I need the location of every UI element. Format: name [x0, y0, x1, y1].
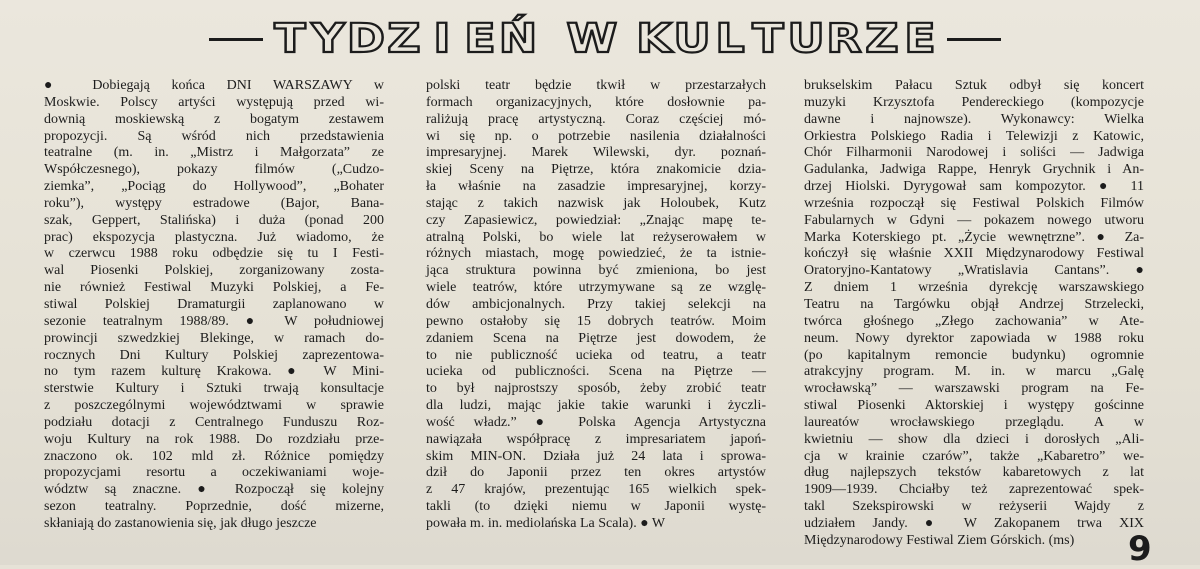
title-letter: Z [387, 16, 421, 62]
text-line: rocznych Dni Kultury Polskiej zaprezentowa- [44, 347, 384, 363]
title-letter: T [274, 16, 306, 62]
title-word [273, 16, 538, 62]
text-line: z poszczególnymi województwami w sprawie [44, 398, 384, 414]
text-line: Fabularnych w Gdyni — pokazem nowego utworu [804, 212, 1144, 228]
title-letter: Y [311, 16, 345, 62]
text-line: brukselskim Pałacu Sztuk odbył się koncert [804, 78, 1144, 93]
text-line: teatralne (m. in. „Mistrz i Małgorzata” ze [44, 145, 384, 161]
title-letter: R [826, 16, 862, 62]
masthead-right-rule [947, 38, 1001, 41]
text-line: w czerwcu 1988 roku odbędzie się tu I Festi- [44, 246, 384, 262]
text-line: 1909—1939. Chciałby też zaprezentować spek- [804, 482, 1144, 498]
text-line: prac) ekspozycja plastyczna. Już wiadomo, że [44, 229, 384, 245]
title-letter: U [787, 16, 825, 62]
text-line: roku”), występy estradowe (Bajor, Bana- [44, 195, 384, 211]
text-line: wiele teatrów, które utrzymywane są ze wzglę- [426, 280, 766, 296]
text-line: propozycjami resortu a oczekiwaniami woje- [44, 465, 384, 481]
text-line: neum. Nowy dyrektor zapowiada w 1988 roku [804, 330, 1144, 346]
column-3 [804, 78, 1144, 548]
text-line: to nie publiczność ucieka od teatru, a teatr [426, 347, 766, 363]
text-line: Chór Filharmonii Narodowej i soliści — Jadwiga [804, 145, 1144, 161]
text-line: Międzynarodowy Festiwal Ziem Górskich. (ms) [804, 532, 1075, 548]
masthead-left-rule [209, 38, 263, 41]
text-line: nie również Festiwal Muzyki Polskiej, a Fe- [44, 280, 384, 296]
text-line: z 47 krajów, prezentując 165 wielkich spek- [426, 482, 766, 498]
title-letter: T [752, 16, 784, 62]
text-line: muzyki Krzysztofa Pendereckiego (kompozycje [804, 94, 1144, 110]
text-line: woju Kultury na rok 1988. Do rozdziału prze- [44, 431, 384, 447]
text-line: września rozpoczął się Festiwal Polskich Filmów [804, 195, 1144, 211]
text-line: stając z takich nazwisk jak Holoubek, Kutz [426, 195, 766, 211]
column-2 [426, 78, 766, 531]
text-line: cja w krainie czarów”, także „Kabaretro” we- [804, 448, 1144, 464]
text-line: raliżują pracę artystyczną. Coraz częściej mó- [426, 111, 766, 127]
text-line: Oratoryjno-Kantatowy „Wratislavia Cantans”. ● [804, 263, 1144, 279]
text-line: zdaniem Scena na Piętrze jest dowodem, że [426, 330, 766, 346]
text-line: ● Dobiegają końca DNI WARSZAWY w [44, 78, 384, 93]
text-line: takli (to dzięki niemu w Japonii wystę- [426, 499, 766, 515]
text-line: Moskwie. Polscy artyści występują przed wi- [44, 94, 384, 110]
text-line: formach organizacyjnych, które dosłownie pa- [426, 94, 766, 110]
page-number: 9 [1128, 529, 1152, 569]
text-line: znaczono ok. 102 mld zł. Różnice pomiędzy [44, 448, 384, 464]
text-line: Orkiestra Polskiego Radia i Telewizji z Katowic, [804, 128, 1144, 144]
title-word [566, 16, 618, 62]
text-line: dów ambicjonalnych. Przy takiej selekcji na [426, 296, 766, 312]
text-line: Gadulanka, Jadwiga Rappe, Henryk Grychnik i An- [804, 162, 1144, 178]
text-line: Teatru na Targówku objął Andrzej Strzelecki, [804, 296, 1144, 312]
text-line: downią moskiewską z bogatym zestawem [44, 111, 384, 127]
text-line: stiwal Piosenki Aktorskiej i występy gościnne [804, 398, 1144, 414]
text-line: (po kapitalnym remoncie budynku) ogromnie [804, 347, 1144, 363]
text-line: prowincji szwedzkiej Blekinge, w ramach do- [44, 330, 384, 346]
text-line: jąca struktura powinna być zmieniona, bo jest [426, 263, 766, 279]
section-title [273, 16, 937, 62]
text-line: dził do Japonii przez ten okres artystów [426, 465, 766, 481]
text-line: szak, Geppert, Stalińska) i duża (ponad 200 [44, 212, 384, 228]
text-line: różnych miastach, mogę powiedzieć, że ta istnie- [426, 246, 766, 262]
title-letter: W [566, 16, 618, 62]
text-line: sezonie teatralnym 1988/89. ● W południowej [44, 313, 384, 329]
text-line: wi się np. o potrzebie nasilenia działalności [426, 128, 766, 144]
text-line: sterstwie Kultury i Sztuki trwają konsultacje [44, 381, 384, 397]
text-line: nawiązała współpracę z impresariatem japoń- [426, 431, 766, 447]
text-line: Z dniem 1 września dyrekcję warszawskiego [804, 280, 1144, 296]
text-line: propozycji. Są wśród nich przedstawienia [44, 128, 384, 144]
article-columns [44, 78, 1174, 548]
text-line: powała m. in. mediolańska La Scala). ● W [426, 515, 666, 531]
title-letter: Z [865, 16, 899, 62]
title-letter: U [673, 16, 711, 62]
text-line: wal Piosenki Polskiej, zorganizowany zosta- [44, 263, 384, 279]
text-line: Współczesnego), pokazy filmów („Cudzo- [44, 162, 384, 178]
text-line: atralną Polski, bo wiele lat reżyserowałem w [426, 229, 766, 245]
text-line: dawne i najnowsze). Wykonawcy: Wielka [804, 111, 1144, 127]
title-letter: E [904, 16, 936, 62]
text-line: wództw są znaczne. ● Rozpoczął się kolejny [44, 482, 384, 498]
title-letter: Ń [498, 16, 538, 62]
text-line: laureatów wrocławskiego przeglądu. A w [804, 414, 1144, 430]
text-line: impresaryjnej. Marek Wilewski, dyr. poznań- [426, 145, 766, 161]
text-line: wrocławską” — warszawski program na Fe- [804, 381, 1144, 397]
text-line: dług najlepszych tekstów kabaretowych z lat [804, 465, 1144, 481]
title-letter: E [464, 16, 496, 62]
text-line: kwietniu — show dla dzieci i dorosłych „Ali- [804, 431, 1144, 447]
text-line: ucieka od publiczności. Scena na Piętrze — [426, 364, 766, 380]
text-line: pewno ostałoby się 15 dobrych teatrów. Moim [426, 313, 766, 329]
text-line: no tym razem kulturę Krakowa. ● W Mini- [44, 364, 384, 380]
text-line: wość władz.” ● Polska Agencja Artystyczna [426, 414, 766, 430]
text-line: podziału dotacji z Centralnego Funduszu Roz- [44, 414, 384, 430]
text-line: stiwal Polskiej Dramaturgii zaplanowano w [44, 296, 384, 312]
text-line: drzej Hiolski. Dyrygował sam kompozytor. ● 11 [804, 179, 1144, 195]
text-line: ła właśnie na zasadzie impresaryjnej, korzy- [426, 179, 766, 195]
text-line: udziałem Jandy. ● W Zakopanem trwa XIX [804, 515, 1144, 531]
text-line: czy Zapasiewicz, powiedział: „Znając mapę te- [426, 212, 766, 228]
title-letter: K [636, 16, 672, 62]
column-1 [44, 78, 384, 531]
text-line: kończył się właśnie XXII Międzynarodowy Festiwal [804, 246, 1144, 262]
text-line: takl Szekspirowski w reżyserii Wajdy z [804, 499, 1144, 515]
text-line: twórca głośnego „Złego zachowania” w Ate- [804, 313, 1144, 329]
text-line: to był najprostszy sposób, żeby zrobić teatr [426, 381, 766, 397]
title-letter: L [715, 16, 745, 62]
text-line: atrakcyjny program. M. in. w marcu „Galę [804, 364, 1144, 380]
text-line: skiej Sceny na Piętrze, która znakomicie dzia- [426, 162, 766, 178]
title-letter: I [433, 16, 451, 62]
text-line: polski teatr będzie tkwił w przestarzałych [426, 78, 766, 93]
text-line: Marka Koterskiego pt. „Życie wewnętrzne”. ● Za- [804, 229, 1144, 245]
text-line: skim MIN-ON. Działa już 24 lata i sprowa- [426, 448, 766, 464]
text-line: sezon teatralny. Poprzednie, dość mizerne, [44, 499, 384, 515]
title-word [637, 16, 937, 62]
masthead [40, 8, 1170, 70]
text-line: dla ludzi, mając jakie takie warunki i życzli- [426, 398, 766, 414]
text-line: ziemka”, „Pociąg do Hollywood”, „Bohater [44, 179, 384, 195]
text-line: skłaniają do zastanowienia się, jak długo jeszcze [44, 515, 317, 531]
title-letter: D [346, 16, 386, 62]
